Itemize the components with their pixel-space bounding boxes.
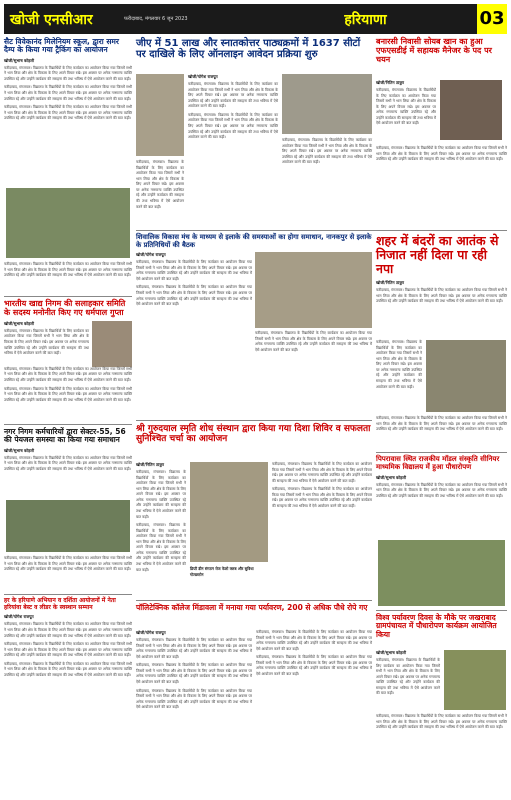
article-byline: खोजी/सुभाष कोहली [4, 320, 35, 326]
article-body: फरीदाबाद, मंगलवार। विद्यालय के विद्यार्थियों के लिए कार्यक्रम का आयोजन किया गया जिसमें सभी ने भाग लिया और क्षेत्र के विकास के लिए अपने विचार रखे। इस अवसर पर अनेक गणमान्य व्यक्ति उपस्थित रहे और उन्होंने कार्यक्रम की सराहना की तथा भविष्य में ऐसे आयोजन करने की बात कही। [376, 340, 422, 389]
article-byline: खोजी/सुभाष कोहली [376, 650, 407, 655]
article-body: फरीदाबाद, मंगलवार। विद्यालय के विद्यार्थियों के लिए कार्यक्रम का आयोजन किया गया जिसमें सभी ने भाग लिया और क्षेत्र के विकास के लिए अपने विचार रखे। इस अवसर पर अनेक गणमान्य व्यक्ति उपस्थित रहे और उन्होंने कार्यक्रम की सराहना की तथा भविष्य में ऐसे आयोजन करने की बात कही। [256, 655, 372, 676]
polytechnic-article [136, 604, 372, 612]
article-body: फरीदाबाद, मंगलवार। विद्यालय के विद्यार्थियों के लिए कार्यक्रम का आयोजन किया गया जिसमें सभी ने भाग लिया और क्षेत्र के विकास के लिए अपने विचार रखे। इस अवसर पर अनेक गणमान्य व्यक्ति उपस्थित रहे और उन्होंने कार्यक्रम की सराहना की तथा भविष्य में ऐसे आयोजन करने की बात कही। [376, 482, 507, 498]
article-headline: हर के हरियाणे अभियान व दर्शिता आयोजनों में नेता हरियांवा बेस्ट व लीडर के स्वस्थान सम्मान [4, 597, 116, 611]
jakhrabad-col2 [376, 714, 507, 734]
lead-article-col2 [188, 74, 278, 144]
article-headline: भारतीय खाद्य निगम की सलाहकार समिति के सदस्य मनोनीत किए गए धर्मपाल गुप्ता [4, 299, 126, 317]
lead-article-col3 [282, 138, 372, 169]
plantation-photo [378, 540, 505, 606]
left-column-3 [4, 300, 132, 406]
divider [4, 296, 132, 297]
monkey-col [376, 340, 422, 393]
jakhrabad-col1 [376, 650, 440, 700]
left-column [4, 38, 132, 125]
article-body: फरीदाबाद, मंगलवार। विद्यालय के विद्यार्थियों के लिए कार्यक्रम का आयोजन किया गया जिसमें सभी ने भाग लिया और क्षेत्र के विकास के लिए अपने विचार रखे। इस अवसर पर अनेक गणमान्य व्यक्ति उपस्थित रहे और उन्होंने कार्यक्रम की सराहना की तथा भविष्य में ऐसे आयोजन करने की बात कही। [255, 331, 372, 352]
monkey-article [376, 234, 507, 308]
article-byline: खोजी/योगेश राजपूत [136, 630, 166, 635]
article-photo [6, 500, 130, 552]
article-body: फरीदाबाद, मंगलवार। विद्यालय के विद्यार्थियों के लिए कार्यक्रम का आयोजन किया गया जिसमें सभी ने भाग लिया और क्षेत्र के विकास के लिए अपने विचार रखे। इस अवसर पर अनेक गणमान्य व्यक्ति उपस्थित रहे और उन्होंने कार्यक्रम की सराहना की तथा भविष्य में ऐसे आयोजन करने की बात कही। [4, 105, 132, 121]
article-headline: बनारसी निवासी सोयब खान का हुआ एफएसडीई में सहायक मैनेजर के पद पर चयन [376, 37, 492, 64]
article-body: फरीदाबाद, मंगलवार। विद्यालय के विद्यार्थियों के लिए कार्यक्रम का आयोजन किया गया जिसमें सभी ने भाग लिया और क्षेत्र के विकास के लिए अपने विचार रखे। इस अवसर पर अनेक गणमान्य व्यक्ति उपस्थित रहे और उन्होंने कार्यक्रम की सराहना की तथा भविष्य में ऐसे आयोजन करने की बात कही। [4, 386, 132, 402]
gurudayal-col1 [136, 462, 186, 576]
meeting-photo [255, 252, 372, 328]
article-body: फरीदाबाद, मंगलवार। विद्यालय के विद्यार्थियों के लिए कार्यक्रम का आयोजन किया गया जिसमें सभी ने भाग लिया और क्षेत्र के विकास के लिए अपने विचार रखे। इस अवसर पर अनेक गणमान्य व्यक्ति उपस्थित रहे और उन्होंने कार्यक्रम की सराहना की तथा भविष्य में ऐसे आयोजन करने की बात कही। [136, 663, 252, 684]
article-body: फरीदाबाद, मंगलवार। विद्यालय के विद्यार्थियों के लिए कार्यक्रम का आयोजन किया गया जिसमें सभी ने भाग लिया और क्षेत्र के विकास के लिए अपने विचार रखे। इस अवसर पर अनेक गणमान्य व्यक्ति उपस्थित रहे और उन्होंने कार्यक्रम की सराहना की तथा भविष्य में ऐसे आयोजन करने की बात कही। [376, 714, 507, 730]
gurudayal-article [136, 424, 372, 444]
portrait-photo [92, 321, 132, 367]
campus-photo [136, 74, 184, 156]
article-headline: शिवालिक विकास मंच के माध्यम से इलाके की समस्याओं का होगा समाधान, नानकपुर से इलाके के प्रतिनिधियों की बैठक [136, 233, 372, 249]
article-headline: श्री गुरुदयाल स्मृति शोध संस्थान द्वारा किया गया दिशा शिविर व सफलता सुनिश्चित चर्चा का आयोजन [136, 424, 371, 445]
article-body: फरीदाबाद, मंगलवार। विद्यालय के विद्यार्थियों के लिए कार्यक्रम का आयोजन किया गया जिसमें सभी ने भाग लिया और क्षेत्र के विकास के लिए अपने विचार रखे। इस अवसर पर अनेक गणमान्य व्यक्ति उपस्थित रहे और उन्होंने कार्यक्रम की सराहना की तथा भविष्य में ऐसे आयोजन करने की बात कही। [376, 88, 436, 126]
article-body: फरीदाबाद, मंगलवार। विद्यालय के विद्यार्थियों के लिए कार्यक्रम का आयोजन किया गया जिसमें सभी ने भाग लिया और क्षेत्र के विकास के लिए अपने विचार रखे। इस अवसर पर अनेक गणमान्य व्यक्ति उपस्थित रहे और उन्होंने कार्यक्रम की सराहना की तथा भविष्य में ऐसे आयोजन करने की बात कही। [4, 455, 132, 471]
photo-caption-block [190, 566, 268, 578]
article-body: फरीदाबाद, मंगलवार। विद्यालय के विद्यार्थियों के लिए कार्यक्रम का आयोजन किया गया जिसमें सभी ने भाग लिया और क्षेत्र के विकास के लिए अपने विचार रखे। इस अवसर पर अनेक गणमान्य व्यक्ति उपस्थित रहे और उन्होंने कार्यक्रम की सराहना की तथा भविष्य में ऐसे आयोजन करने की बात कही। [272, 462, 372, 483]
shivalik-article [136, 234, 372, 356]
edition-line: फरीदाबाद, मंगलवार 6 जून 2023 [124, 16, 188, 22]
article-byline: खोजी/नितिन ठाकुर [376, 280, 405, 285]
article-byline: खोजी/नितिन ठाकुर [136, 462, 165, 467]
divider [4, 594, 132, 595]
lead-article [136, 38, 372, 60]
article-headline: पॉलिटेक्निक कॉलेज मिंडावला में मनाया गया पर्यावरण, 200 से अधिक पौधे रोपे गए [136, 603, 368, 612]
article-body: फरीदाबाद, मंगलवार। विद्यालय के विद्यार्थियों के लिए कार्यक्रम का आयोजन किया गया जिसमें सभी ने भाग लिया और क्षेत्र के विकास के लिए अपने विचार रखे। इस अवसर पर अनेक गणमान्य व्यक्ति उपस्थित रहे और उन्होंने कार्यक्रम की सराहना की तथा भविष्य में ऐसे आयोजन करने की बात कही। [4, 85, 132, 101]
masthead [4, 4, 507, 34]
divider [4, 424, 132, 425]
article-headline: नगर निगम कर्मचारियों द्वारा सेक्टर-55, 56 की पेयजल समस्या का किया गया समाधान [4, 427, 126, 445]
plantation-photo [444, 650, 506, 710]
article-headline: पिपरावास स्थित राजकीय मॉडल संस्कृति सीनियर माध्यमिक विद्यालय में हुआ पौधारोपण [376, 455, 500, 471]
article-body: फरीदाबाद, मंगलवार। विद्यालय के विद्यार्थियों के लिए कार्यक्रम का आयोजन किया गया जिसमें सभी ने भाग लिया और क्षेत्र के विकास के लिए अपने विचार रखे। इस अवसर पर अनेक गणमान्य व्यक्ति उपस्थित रहे और उन्होंने कार्यक्रम की सराहना की तथा भविष्य में ऐसे आयोजन करने की बात कही। [136, 523, 186, 572]
right-top-article [376, 38, 507, 65]
article-body: फरीदाबाद, मंगलवार। विद्यालय के विद्यार्थियों के लिए कार्यक्रम का आयोजन किया गया जिसमें सभी ने भाग लिया और क्षेत्र के विकास के लिए अपने विचार रखे। इस अवसर पर अनेक गणमान्य व्यक्ति उपस्थित रहे और उन्होंने कार्यक्रम की सराहना की तथा भविष्य में ऐसे आयोजन करने की बात कही। [4, 65, 132, 81]
article-headline: जीए में 51 लाख और स्नातकोत्तर पाठ्यक्रमों में 1637 सीटों पर दाखिले के लिए ऑनलाइन आवेदन प्रक्रिया शुरु [136, 38, 361, 61]
article-body: फरीदाबाद, मंगलवार। विद्यालय के विद्यार्थियों के लिए कार्यक्रम का आयोजन किया गया जिसमें सभी ने भाग लिया और क्षेत्र के विकास के लिए अपने विचार रखे। इस अवसर पर अनेक गणमान्य व्यक्ति उपस्थित रहे और उन्होंने कार्यक्रम की सराहना की तथा भविष्य में ऐसे आयोजन करने की बात कही। [376, 146, 507, 162]
divider [376, 452, 507, 453]
right-top-col [376, 80, 436, 130]
portrait-photo [440, 80, 502, 140]
article-headline: विश्व पर्यावरण दिवस के मौके पर जखराबाद ग्रामपंचायत में पौधारोपण कार्यक्रम आयोजित किया [376, 613, 497, 639]
left-column-6 [4, 598, 132, 682]
photo-caption: डिप्टी डीन संगठन रोज फेलो क्लब और सुविधा गोल्डस्टोन [190, 566, 254, 577]
article-body: फरीदाबाद, मंगलवार। विद्यालय के विद्यार्थियों के लिए कार्यक्रम का आयोजन किया गया जिसमें सभी ने भाग लिया और क्षेत्र के विकास के लिए अपने विचार रखे। इस अवसर पर अनेक गणमान्य व्यक्ति उपस्थित रहे और उन्होंने कार्यक्रम की सराहना की तथा भविष्य में ऐसे आयोजन करने की बात कही। [136, 688, 252, 710]
divider [136, 600, 372, 601]
article-body: फरीदाबाद, मंगलवार। विद्यालय के विद्यार्थियों के लिए कार्यक्रम का आयोजन किया गया जिसमें सभी ने भाग लिया और क्षेत्र के विकास के लिए अपने विचार रखे। इस अवसर पर अनेक गणमान्य व्यक्ति उपस्थित रहे और उन्होंने कार्यक्रम की सराहना की तथा भविष्य में ऐसे आयोजन करने की बात कही। [4, 622, 132, 638]
article-body: फरीदाबाद, मंगलवार। विद्यालय के विद्यार्थियों के लिए कार्यक्रम का आयोजन किया गया जिसमें सभी ने भाग लिया और क्षेत्र के विकास के लिए अपने विचार रखे। इस अवसर पर अनेक गणमान्य व्यक्ति उपस्थित रहे और उन्होंने कार्यक्रम की सराहना की तथा भविष्य में ऐसे आयोजन करने की बात कही। [256, 630, 372, 651]
article-body: फरीदाबाद, मंगलवार। विद्यालय के विद्यार्थियों के लिए कार्यक्रम का आयोजन किया गया जिसमें सभी ने भाग लिया और क्षेत्र के विकास के लिए अपने विचार रखे। इस अवसर पर अनेक गणमान्य व्यक्ति उपस्थित रहे और उन्होंने कार्यक्रम की सराहना की तथा भविष्य में ऐसे आयोजन करने की बात कही। [272, 487, 372, 508]
left-column-5 [4, 556, 132, 576]
article-headline: सैट विवेकानंद मिलेनियम स्कूल, द्वारा समर दैम्प के किया गया ट्रैकिंग का आयोजन [4, 37, 119, 55]
polytechnic-col1 [136, 630, 252, 714]
article-body: फरीदाबाद, मंगलवार। विद्यालय के विद्यार्थियों के लिए कार्यक्रम का आयोजन किया गया जिसमें सभी ने भाग लिया और क्षेत्र के विकास के लिए अपने विचार रखे। इस अवसर पर अनेक गणमान्य व्यक्ति उपस्थित रहे और उन्होंने कार्यक्रम की सराहना की तथा भविष्य में ऐसे आयोजन करने की बात कही। [376, 416, 507, 432]
article-body: फरीदाबाद, मंगलवार। विद्यालय के विद्यार्थियों के लिए कार्यक्रम का आयोजन किया गया जिसमें सभी ने भाग लिया और क्षेत्र के विकास के लिए अपने विचार रखे। इस अवसर पर अनेक गणमान्य व्यक्ति उपस्थित रहे और उन्होंने कार्यक्रम की सराहना की तथा भविष्य में ऐसे आयोजन करने की बात कही। [136, 638, 252, 659]
article-byline: खोजी/नितिन ठाकुर [376, 80, 405, 85]
page-number: 03 [477, 4, 507, 34]
article-body: फरीदाबाद, मंगलवार। विद्यालय के विद्यार्थियों के लिए कार्यक्रम का आयोजन किया गया जिसमें सभी ने भाग लिया और क्षेत्र के विकास के लिए अपने विचार रखे। इस अवसर पर अनेक गणमान्य व्यक्ति उपस्थित रहे और उन्होंने कार्यक्रम की सराहना की तथा भविष्य में ऐसे आयोजन करने की बात कही। [4, 661, 132, 677]
article-byline: खोजी/सुभाष कोहली [4, 57, 35, 63]
article-body: फरीदाबाद, मंगलवार। विद्यालय के विद्यार्थियों के लिए कार्यक्रम का आयोजन किया गया जिसमें सभी ने भाग लिया और क्षेत्र के विकास के लिए अपने विचार रखे। इस अवसर पर अनेक गणमान्य व्यक्ति उपस्थित रहे और उन्होंने कार्यक्रम की सराहना की तथा भविष्य में ऐसे आयोजन करने की बात कही। [282, 138, 372, 165]
article-body: फरीदाबाद, मंगलवार। विद्यालय के विद्यार्थियों के लिए कार्यक्रम का आयोजन किया गया जिसमें सभी ने भाग लिया और क्षेत्र के विकास के लिए अपने विचार रखे। इस अवसर पर अनेक गणमान्य व्यक्ति उपस्थित रहे और उन्होंने कार्यक्रम की सराहना की तथा भविष्य में ऐसे आयोजन करने की बात कही। [136, 470, 186, 519]
article-byline: खोजी/सुभाष कोहली [4, 447, 35, 453]
article-body: फरीदाबाद, मंगलवार। विद्यालय के विद्यार्थियों के लिए कार्यक्रम का आयोजन किया गया जिसमें सभी ने भाग लिया और क्षेत्र के विकास के लिए अपने विचार रखे। इस अवसर पर अनेक गणमान्य व्यक्ति उपस्थित रहे और उन्होंने कार्यक्रम की सराहना की तथा भविष्य में ऐसे आयोजन करने की बात कही। [136, 160, 184, 209]
article-headline: शहर में बंदरों का आतंक से निजात नहीं दिला पा रही नपा [376, 233, 499, 276]
article-body: फरीदाबाद, मंगलवार। विद्यालय के विद्यार्थियों के लिए कार्यक्रम का आयोजन किया गया जिसमें सभी ने भाग लिया और क्षेत्र के विकास के लिए अपने विचार रखे। इस अवसर पर अनेक गणमान्य व्यक्ति उपस्थित रहे और उन्होंने कार्यक्रम की सराहना की तथा भविष्य में ऐसे आयोजन करने की बात कही। [4, 328, 89, 356]
article-body: फरीदाबाद, मंगलवार। विद्यालय के विद्यार्थियों के लिए कार्यक्रम का आयोजन किया गया जिसमें सभी ने भाग लिया और क्षेत्र के विकास के लिए अपने विचार रखे। इस अवसर पर अनेक गणमान्य व्यक्ति उपस्थित रहे और उन्होंने कार्यक्रम की सराहना की तथा भविष्य में ऐसे आयोजन करने की बात कही। [136, 285, 252, 307]
campus-photo [282, 74, 372, 134]
gurudayal-col3 [272, 462, 372, 513]
polytechnic-col2 [256, 630, 372, 681]
article-byline: खोजी/योगेश राजपूत [136, 252, 166, 258]
article-photo [6, 188, 130, 258]
masthead-logo: खोजी एनसीआर [10, 11, 93, 28]
article-body: फरीदाबाद, मंगलवार। विद्यालय के विद्यार्थियों के लिए कार्यक्रम का आयोजन किया गया जिसमें सभी ने भाग लिया और क्षेत्र के विकास के लिए अपने विचार रखे। इस अवसर पर अनेक गणमान्य व्यक्ति उपस्थित रहे और उन्होंने कार्यक्रम की सराहना की तथा भविष्य में ऐसे आयोजन करने की बात कही। [188, 82, 278, 109]
section-title: हरियाणा [344, 11, 387, 28]
article-body: फरीदाबाद, मंगलवार। विद्यालय के विद्यार्थियों के लिए कार्यक्रम का आयोजन किया गया जिसमें सभी ने भाग लिया और क्षेत्र के विकास के लिए अपने विचार रखे। इस अवसर पर अनेक गणमान्य व्यक्ति उपस्थित रहे और उन्होंने कार्यक्रम की सराहना की तथा भविष्य में ऐसे आयोजन करने की बात कही। [376, 658, 440, 696]
event-photo [190, 462, 268, 562]
divider [136, 420, 372, 421]
left-column-4 [4, 428, 132, 475]
divider [136, 230, 507, 231]
article-body: फरीदाबाद, मंगलवार। विद्यालय के विद्यार्थियों के लिए कार्यक्रम का आयोजन किया गया जिसमें सभी ने भाग लिया और क्षेत्र के विकास के लिए अपने विचार रखे। इस अवसर पर अनेक गणमान्य व्यक्ति उपस्थित रहे और उन्होंने कार्यक्रम की सराहना की तथा भविष्य में ऐसे आयोजन करने की बात कही। [4, 262, 132, 278]
article-body: फरीदाबाद, मंगलवार। विद्यालय के विद्यार्थियों के लिए कार्यक्रम का आयोजन किया गया जिसमें सभी ने भाग लिया और क्षेत्र के विकास के लिए अपने विचार रखे। इस अवसर पर अनेक गणमान्य व्यक्ति उपस्थित रहे और उन्होंने कार्यक्रम की सराहना की तथा भविष्य में ऐसे आयोजन करने की बात कही। [188, 112, 278, 140]
lead-article-col1 [136, 160, 184, 213]
article-byline: खोजी/सुभाष कोहली [376, 474, 407, 480]
monkey-photo [426, 340, 506, 412]
pipravas-article [376, 456, 507, 502]
article-byline: खोजी/योगेश राजपूत [4, 614, 34, 620]
article-body: फरीदाबाद, मंगलवार। विद्यालय के विद्यार्थियों के लिए कार्यक्रम का आयोजन किया गया जिसमें सभी ने भाग लिया और क्षेत्र के विकास के लिए अपने विचार रखे। इस अवसर पर अनेक गणमान्य व्यक्ति उपस्थित रहे और उन्होंने कार्यक्रम की सराहना की तथा भविष्य में ऐसे आयोजन करने की बात कही। [4, 366, 132, 383]
article-byline: खोजी/योगेश राजपूत [188, 74, 218, 79]
jakhrabad-article [376, 614, 507, 639]
article-body: फरीदाबाद, मंगलवार। विद्यालय के विद्यार्थियों के लिए कार्यक्रम का आयोजन किया गया जिसमें सभी ने भाग लिया और क्षेत्र के विकास के लिए अपने विचार रखे। इस अवसर पर अनेक गणमान्य व्यक्ति उपस्थित रहे और उन्होंने कार्यक्रम की सराहना की तथा भविष्य में ऐसे आयोजन करने की बात कही। [4, 556, 132, 572]
article-body: फरीदाबाद, मंगलवार। विद्यालय के विद्यार्थियों के लिए कार्यक्रम का आयोजन किया गया जिसमें सभी ने भाग लिया और क्षेत्र के विकास के लिए अपने विचार रखे। इस अवसर पर अनेक गणमान्य व्यक्ति उपस्थित रहे और उन्होंने कार्यक्रम की सराहना की तथा भविष्य में ऐसे आयोजन करने की बात कही। [136, 260, 252, 281]
right-top-col2 [376, 146, 507, 166]
article-body: फरीदाबाद, मंगलवार। विद्यालय के विद्यार्थियों के लिए कार्यक्रम का आयोजन किया गया जिसमें सभी ने भाग लिया और क्षेत्र के विकास के लिए अपने विचार रखे। इस अवसर पर अनेक गणमान्य व्यक्ति उपस्थित रहे और उन्होंने कार्यक्रम की सराहना की तथा भविष्य में ऐसे आयोजन करने की बात कही। [376, 288, 507, 304]
divider [376, 610, 507, 611]
article-body: फरीदाबाद, मंगलवार। विद्यालय के विद्यार्थियों के लिए कार्यक्रम का आयोजन किया गया जिसमें सभी ने भाग लिया और क्षेत्र के विकास के लिए अपने विचार रखे। इस अवसर पर अनेक गणमान्य व्यक्ति उपस्थित रहे और उन्होंने कार्यक्रम की सराहना की तथा भविष्य में ऐसे आयोजन करने की बात कही। [4, 642, 132, 658]
monkey-col2 [376, 416, 507, 436]
left-column-2 [4, 262, 132, 282]
